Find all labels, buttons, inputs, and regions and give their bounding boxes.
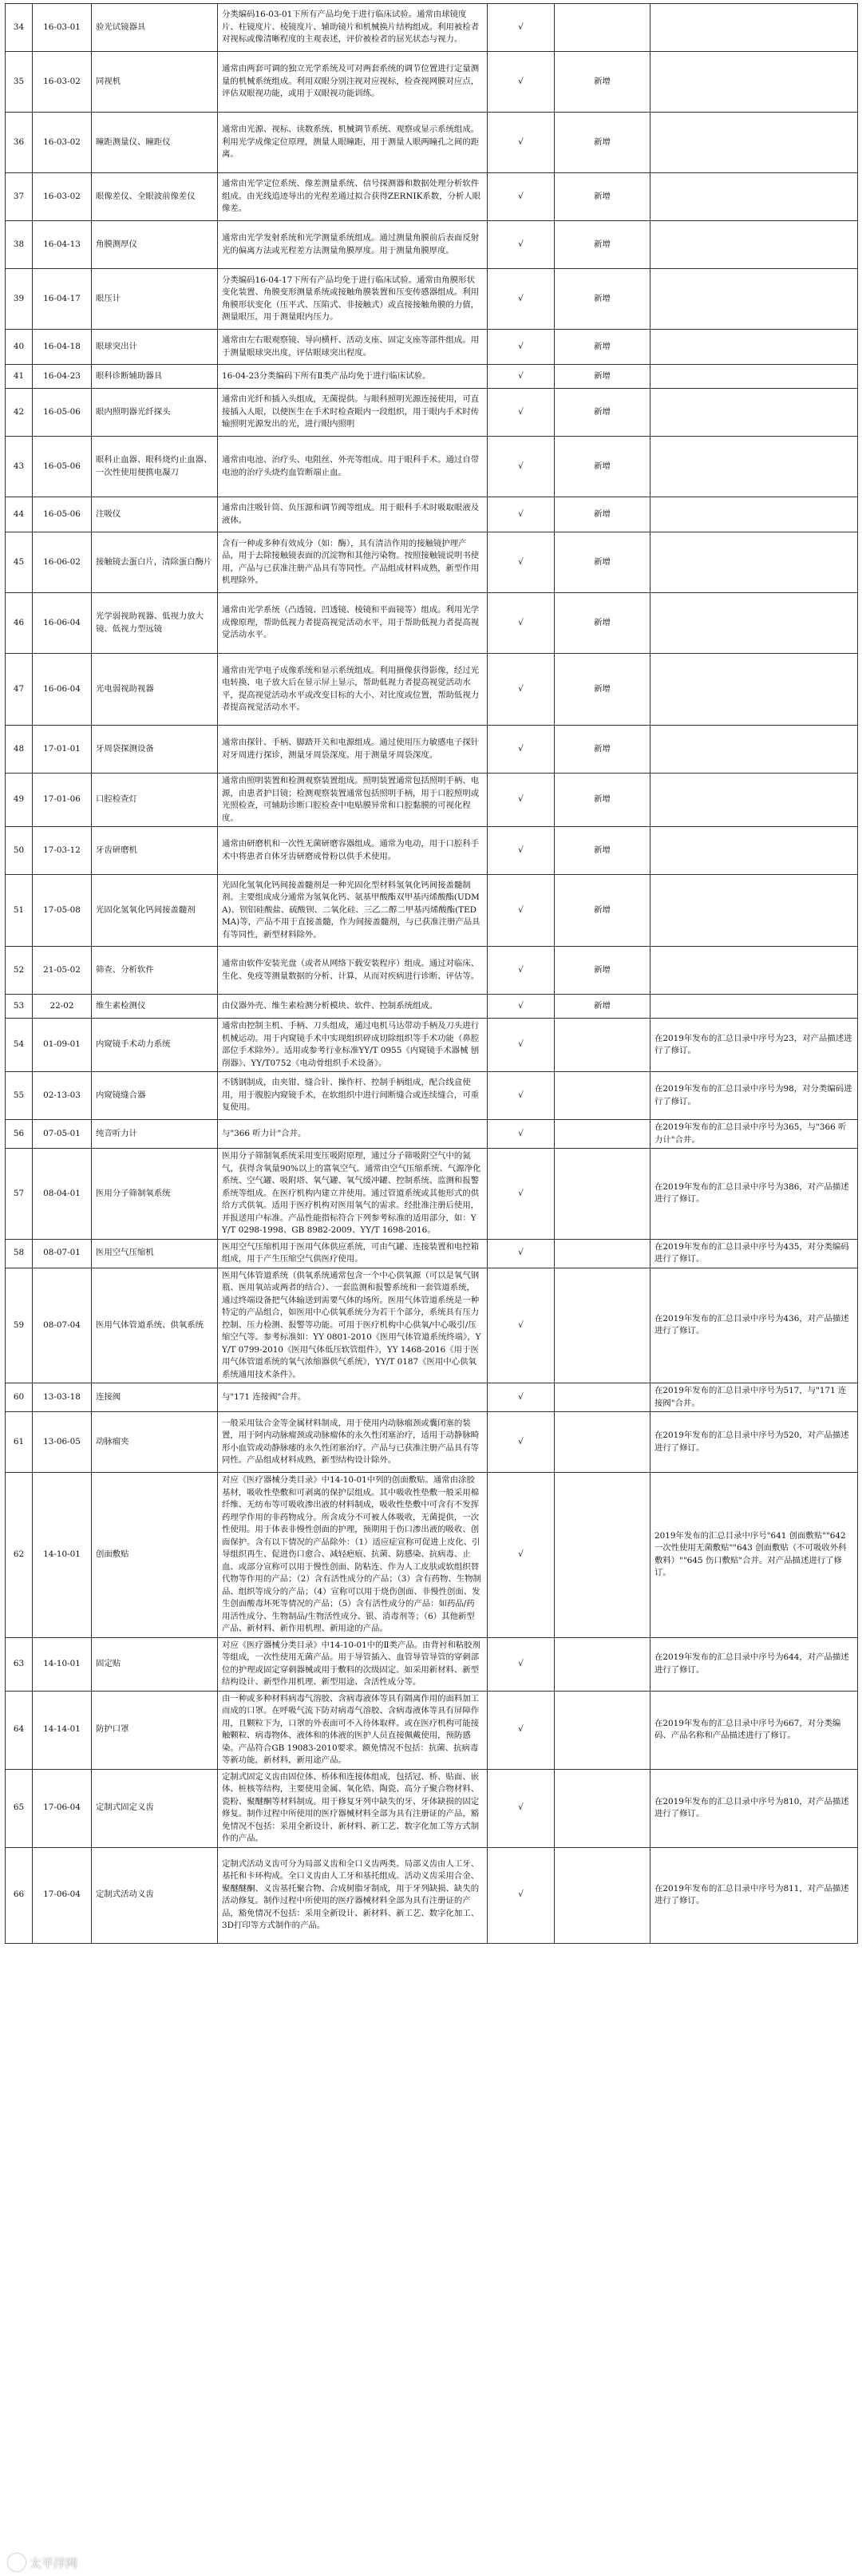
product-description-cell: 通常由注吸针筒、负压源和调节阀等组成。用于眼科手术时吸取眼液及液体。 — [218, 497, 488, 532]
remark-cell — [650, 947, 858, 995]
classification-code-cell: 17-06-04 — [33, 1847, 92, 1943]
remark-cell — [650, 113, 858, 173]
change-type-cell: 新增 — [555, 173, 650, 221]
change-type-cell: 新增 — [555, 995, 650, 1019]
table-row — [6, 1149, 858, 1240]
product-name-cell: 眼压计 — [92, 269, 218, 330]
product-description-cell: 通常由光学电子成像系统和显示系统组成。利用摄像获得影像，经过光电转换、电子放大后在显示屏上显示，帮助低视力者提高视觉活动水平，提高视觉活动水平或改变目标的大小、对比度或位置，帮助低视力者提高视觉活动水平。 — [218, 654, 488, 726]
exemption-mark-cell: √ — [488, 1120, 555, 1149]
product-description-cell: 定制式固定义齿由固位体、桥体和连接体组成，包括冠、桥、贴面、嵌体、桩核等结构，主要使用金属、氧化锆、陶瓷、高分子聚合物材料、瓷粉、聚醚酮等材料制成。用于修复牙列中缺失的牙、牙体缺损的固定修复。制作过程中所使用的医疗器械材料全部为具有注册证的产品，豁免情况不包括：采用全新设计、新材料、新工艺、数字化加工等方式制作的产品。 — [218, 1769, 488, 1847]
exemption-mark-cell: √ — [488, 1847, 555, 1943]
product-name-cell: 瞳距测量仪、瞳距仪 — [92, 113, 218, 173]
remark-cell — [650, 4, 858, 52]
product-description-cell: 通常由研磨机和一次性无菌研磨容器组成。通常为电动，用于口腔科手术中将患者自体牙齿研磨成骨粉以供手术使用。 — [218, 827, 488, 875]
product-description-cell: 通常由电池、治疗头、电阻丝、外壳等组成。用于眼科手术。通过自带电池的治疗头烧灼血管断端止血。 — [218, 437, 488, 497]
table-row — [6, 1769, 858, 1847]
remark-cell: 在2019年发布的汇总目录中序号为644，对产品描述进行了修订。 — [650, 1637, 858, 1691]
exemption-mark-cell: √ — [488, 1072, 555, 1120]
exemption-mark-cell: √ — [488, 1473, 555, 1638]
product-description-cell: 分类编码16-04-17下所有产品均免于进行临床试验。通常由角膜形状变化装置、角膜变形测量系统或接触角膜装置和压变传感器组成。利用角膜形状变化（压平式、压陷式、非接触式）或直接接触角膜的力值，测量眼压，用于测量眼内压力。 — [218, 269, 488, 330]
product-name-cell: 创面敷贴 — [92, 1473, 218, 1638]
exemption-mark-cell: √ — [488, 726, 555, 774]
remark-cell: 在2019年发布的汇总目录中序号为23，对产品描述进行了修订。 — [650, 1019, 858, 1072]
exemption-mark-cell: √ — [488, 52, 555, 113]
table-row — [6, 1239, 858, 1268]
product-description-cell: 由一种或多种材料病毒气溶胶、含病毒液体等具有隔离作用的面料加工而成的口罩。在呼吸气流下防对病毒气溶胶、含病毒液体等具有屏障作用，且颗粒下为，口罩的外表面可不入待体取样。或在医疗机构可能接触颗粒、病毒物体、液体和的体液的医护人员直接佩戴使用，预防感染。产品符合GB 19083-2010要求。额免情况不包括：抗菌、抗病毒等新功能，新材料，新用途产品。 — [218, 1691, 488, 1769]
classification-code-cell: 16-06-04 — [33, 654, 92, 726]
exemption-mark-cell: √ — [488, 221, 555, 269]
classification-code-cell: 14-14-01 — [33, 1691, 92, 1769]
exemption-mark-cell: √ — [488, 1691, 555, 1769]
product-description-cell: 通常由光学发射系统和光学测量系统组成。通过测量角膜前后表面反射光的偏离方法或光程差方法测量角膜厚度。用于测量角膜厚度。 — [218, 221, 488, 269]
row-number-cell: 44 — [6, 497, 33, 532]
product-description-cell: 医用空气压缩机用于医用气体供应系统，可由气罐、连接装置和电控箱组成，用于产生压缩空气供医疗使用。 — [218, 1239, 488, 1268]
product-name-cell: 口腔检查灯 — [92, 774, 218, 827]
product-description-cell: 定制式活动义齿可分为局部义齿和全口义齿两类。局部义齿由人工牙、基托和卡环构成。全口义齿由人工牙和基托组成。活动义齿采用合金、聚醚醚酮、义齿基托聚合物、合成树脂牙制成，用于牙列缺损、缺失的活动修复。制作过程中所使用的医疗器械材料全部为具有注册证的产品，豁免情况不包括：采用全新设计、新材料、新工艺、数字化加工、3D打印等方式制作的产品。 — [218, 1847, 488, 1943]
exemption-mark-cell: √ — [488, 1239, 555, 1268]
exemption-mark-cell: √ — [488, 827, 555, 875]
row-number-cell: 51 — [6, 875, 33, 947]
table-row — [6, 365, 858, 389]
remark-cell: 在2019年发布的汇总目录中序号为436，对产品描述进行了修订。 — [650, 1268, 858, 1383]
row-number-cell: 49 — [6, 774, 33, 827]
product-description-cell: 通常由探针、手柄、脚踏开关和电源组成。通过使用压力敏感电子探针对牙周进行探诊，测量牙周袋深度。用于测量牙周袋深度。 — [218, 726, 488, 774]
product-name-cell: 眼科止血器、眼科烧灼止血器、一次性使用便携电凝刀 — [92, 437, 218, 497]
table-row — [6, 774, 858, 827]
change-type-cell: 新增 — [555, 389, 650, 437]
row-number-cell: 53 — [6, 995, 33, 1019]
product-name-cell: 牙周袋探测设备 — [92, 726, 218, 774]
product-description-cell: 通常由控制主机、手柄、刀头组成，通过电机马达带动手柄及刀头进行机械运动。用于内窥镜手术中实现组织碎成切除组织等手术功能（鼻腔部位手术除外）。适用或参考行业标准YY/T 0955《内窥镜手术器械 刨削器》、YY/T0752《电动骨组织手术设备》。 — [218, 1019, 488, 1072]
table-row — [6, 1019, 858, 1072]
exemption-catalog-table — [5, 3, 858, 1944]
change-type-cell: 新增 — [555, 497, 650, 532]
change-type-cell — [555, 4, 650, 52]
product-description-cell: 医用气体管道系统（供氧系统通常包含一个中心供氧源（可以是氧气钢瓶、医用氧站或两者的结合）、一套监测和报警系统和一套管道系统，通过终端设备把气体输送到需要气体的场所。医用气体管道系统是一种特定的产品组合，如医用中心供氧系统分为若干个部分，系统具有压力控制、压力检测、报警等功能。可用于医疗机构中心供氧/中心吸引/压缩空气等。参考标准如：YY 0801-2010《医用气体管道系统终端》，YY/T 0799-2010《医用气体低压软管组件》，YY 1468-2016《用于医用气体管道系统的氧气浓缩器供气系统》，YY/T 0187《医用中心供氧系统通用技术条件》。 — [218, 1268, 488, 1383]
row-number-cell: 35 — [6, 52, 33, 113]
classification-code-cell: 17-03-12 — [33, 827, 92, 875]
row-number-cell: 54 — [6, 1019, 33, 1072]
exemption-mark-cell: √ — [488, 1268, 555, 1383]
exemption-mark-cell: √ — [488, 4, 555, 52]
product-name-cell: 连接阀 — [92, 1383, 218, 1412]
change-type-cell — [555, 1239, 650, 1268]
table-row — [6, 1072, 858, 1120]
table-row — [6, 1383, 858, 1412]
classification-code-cell: 13-06-05 — [33, 1412, 92, 1473]
product-name-cell: 光学弱视助视器、低视力放大镜、低视力型远镜 — [92, 593, 218, 654]
table-row — [6, 113, 858, 173]
row-number-cell: 39 — [6, 269, 33, 330]
product-name-cell: 筛查、分析软件 — [92, 947, 218, 995]
remark-cell: 在2019年发布的汇总目录中序号为386，对产品描述进行了修订。 — [650, 1149, 858, 1240]
classification-code-cell: 16-03-02 — [33, 52, 92, 113]
classification-code-cell: 08-04-01 — [33, 1149, 92, 1240]
product-description-cell: 对应《医疗器械分类目录》中14-10-01中列的创面敷贴。通常由涂胶基材，吸收性垫敷和可剥离的保护层组成。其中吸收性垫敷一般采用棉纤维、无纺布等可吸收渗出液的材料制成，吸收性垫敷中可含有不发挥药理学作用的非药物成分。所含成分不可被人体吸收，无菌提供，一次性使用。用于体表非慢性创面的护理，预期用于伤口渗出液的吸收、创面保护。含有以下情况的产品除外：（1）适应症宣称可促进上皮化、引导组织再生、促进伤口愈合、减轻疤痕、抗菌、防感染、抗病毒、止血、或部分宣称可以用于慢性创面、防粘连、作为人工皮肤或软组织替代物等作用的产品；（2）含有活性成分的产品；（3）含有药物、生物制品、组织等成分的产品；（4）宣称可以用于烧伤创面、非慢性创面、发生创面酸毒坏死等情况的产品；（5）含有活性成分的产品：如药品/药用活性成分、生物制品/生物活性成分、银、消毒剂等；（6）其他新型产品、新材料、新作用机理、新用途的产品。 — [218, 1473, 488, 1638]
product-name-cell: 眼球突出计 — [92, 330, 218, 365]
row-number-cell: 61 — [6, 1412, 33, 1473]
product-description-cell: 通常由左右眼观察镜、导向横杆、活动支座、固定支座等部件组成。用于测量眼球突出度，评估眼球突出程度。 — [218, 330, 488, 365]
exemption-mark-cell: √ — [488, 497, 555, 532]
change-type-cell: 新增 — [555, 365, 650, 389]
product-description-cell: 含有一种或多种有效成分（如：酶），具有清洁作用的接触镜护理产品，用于去除接触镜表面的沉淀物和其他污染物。按照接触镜说明书使用，产品与已获准注册产品具有等同性。产品组成材料成熟，新型作用机理除外。 — [218, 532, 488, 593]
exemption-mark-cell: √ — [488, 330, 555, 365]
exemption-mark-cell: √ — [488, 1769, 555, 1847]
watermark — [8, 2554, 77, 2571]
product-name-cell: 动脉瘤夹 — [92, 1412, 218, 1473]
change-type-cell: 新增 — [555, 330, 650, 365]
change-type-cell — [555, 1769, 650, 1847]
exemption-mark-cell: √ — [488, 1412, 555, 1473]
remark-cell: 在2019年发布的汇总目录中序号为517，与"171 连接阀"合并。 — [650, 1383, 858, 1412]
classification-code-cell: 14-10-01 — [33, 1637, 92, 1691]
remark-cell — [650, 875, 858, 947]
table-row — [6, 1120, 858, 1149]
classification-code-cell: 16-06-02 — [33, 532, 92, 593]
product-description-cell: 通常由软件安装光盘（或者从网络下载安装程序）组成。通过对临床、生化、免疫等测量数据的分析、计算，从而对疾病进行诊断、评估等。 — [218, 947, 488, 995]
exemption-mark-cell: √ — [488, 437, 555, 497]
classification-code-cell: 01-09-01 — [33, 1019, 92, 1072]
change-type-cell — [555, 1019, 650, 1072]
change-type-cell — [555, 1691, 650, 1769]
change-type-cell — [555, 1072, 650, 1120]
classification-code-cell: 16-03-02 — [33, 113, 92, 173]
product-name-cell: 内窥镜缝合器 — [92, 1072, 218, 1120]
row-number-cell: 41 — [6, 365, 33, 389]
row-number-cell: 52 — [6, 947, 33, 995]
change-type-cell — [555, 1268, 650, 1383]
change-type-cell: 新增 — [555, 269, 650, 330]
exemption-mark-cell: √ — [488, 875, 555, 947]
change-type-cell: 新增 — [555, 532, 650, 593]
change-type-cell: 新增 — [555, 654, 650, 726]
product-description-cell: 与"366 听力计"合并。 — [218, 1120, 488, 1149]
product-name-cell: 定制式活动义齿 — [92, 1847, 218, 1943]
exemption-mark-cell: √ — [488, 593, 555, 654]
table-row — [6, 1847, 858, 1943]
product-name-cell: 同视机 — [92, 52, 218, 113]
remark-cell — [650, 269, 858, 330]
classification-code-cell: 16-04-13 — [33, 221, 92, 269]
exemption-mark-cell: √ — [488, 1637, 555, 1691]
row-number-cell: 57 — [6, 1149, 33, 1240]
watermark-text: 太平洋网 — [30, 2555, 78, 2570]
product-description-cell: 不锈钢制成，由夹钳、缝合针、操作杆、控制手柄组成，配合线盒使用，用于腹腔内窥镜手术，在软组织中进行间断缝合或连续缝合，可重复使用。 — [218, 1072, 488, 1120]
exemption-mark-cell: √ — [488, 995, 555, 1019]
row-number-cell: 38 — [6, 221, 33, 269]
table-row — [6, 1412, 858, 1473]
change-type-cell — [555, 1383, 650, 1412]
product-name-cell: 角膜测厚仪 — [92, 221, 218, 269]
product-name-cell: 内窥镜手术动力系统 — [92, 1019, 218, 1072]
product-description-cell: 通常由光学系统（凸透镜、凹透镜、棱镜和平面镜等）组成。利用光学成像原理，帮助低视力者提高视觉活动水平，用于帮助低视力者提高视觉活动水平。 — [218, 593, 488, 654]
classification-code-cell: 21-05-02 — [33, 947, 92, 995]
product-description-cell: 由仪器外壳、维生素检测分析模块、软件、控制系统组成。 — [218, 995, 488, 1019]
row-number-cell: 65 — [6, 1769, 33, 1847]
remark-cell: 在2019年发布的汇总目录中序号为810，对产品描述进行了修订。 — [650, 1769, 858, 1847]
change-type-cell: 新增 — [555, 875, 650, 947]
exemption-mark-cell: √ — [488, 1383, 555, 1412]
row-number-cell: 37 — [6, 173, 33, 221]
row-number-cell: 47 — [6, 654, 33, 726]
row-number-cell: 43 — [6, 437, 33, 497]
product-name-cell: 维生素检测仪 — [92, 995, 218, 1019]
product-name-cell: 注吸仪 — [92, 497, 218, 532]
change-type-cell: 新增 — [555, 221, 650, 269]
classification-code-cell: 17-01-01 — [33, 726, 92, 774]
product-description-cell: 分类编码16-03-01下所有产品均免于进行临床试验。通常由球镜度片、柱镜度片、棱镜度片、辅助镜片和机械换片结构组成。利用被检者对视标或像清晰程度的主观表述，评价被检者的屈光状态与视力。 — [218, 4, 488, 52]
classification-code-cell: 17-01-06 — [33, 774, 92, 827]
row-number-cell: 55 — [6, 1072, 33, 1120]
table-row — [6, 173, 858, 221]
remark-cell — [650, 827, 858, 875]
change-type-cell: 新增 — [555, 437, 650, 497]
remark-cell — [650, 774, 858, 827]
table-row — [6, 4, 858, 52]
remark-cell — [650, 497, 858, 532]
exemption-mark-cell: √ — [488, 1019, 555, 1072]
table-row — [6, 827, 858, 875]
remark-cell — [650, 654, 858, 726]
table-row — [6, 1637, 858, 1691]
classification-code-cell: 16-04-17 — [33, 269, 92, 330]
exemption-mark-cell: √ — [488, 947, 555, 995]
remark-cell — [650, 726, 858, 774]
table-row — [6, 221, 858, 269]
row-number-cell: 42 — [6, 389, 33, 437]
remark-cell — [650, 389, 858, 437]
change-type-cell — [555, 1637, 650, 1691]
product-description-cell: 与"171 连接阀"合并。 — [218, 1383, 488, 1412]
table-row — [6, 437, 858, 497]
exemption-mark-cell: √ — [488, 774, 555, 827]
classification-code-cell: 07-05-01 — [33, 1120, 92, 1149]
classification-code-cell: 02-13-03 — [33, 1072, 92, 1120]
classification-code-cell: 16-04-23 — [33, 365, 92, 389]
product-description-cell: 通常由光学定位系统、像差测量系统、信号探测器和数据处理分析软件组成。由光线追迹导出的光程差通过拟合获得ZERNIK系数，分析人眼像差。 — [218, 173, 488, 221]
remark-cell — [650, 593, 858, 654]
product-name-cell: 光电弱视助视器 — [92, 654, 218, 726]
remark-cell — [650, 330, 858, 365]
classification-code-cell: 17-05-08 — [33, 875, 92, 947]
product-name-cell: 接触镜去蛋白片，清除蛋白酶片 — [92, 532, 218, 593]
change-type-cell — [555, 1473, 650, 1638]
row-number-cell: 58 — [6, 1239, 33, 1268]
change-type-cell: 新增 — [555, 774, 650, 827]
row-number-cell: 64 — [6, 1691, 33, 1769]
remark-cell: 在2019年发布的汇总目录中序号为811，对产品描述进行了修订。 — [650, 1847, 858, 1943]
product-description-cell: 通常由照明装置和检测观察装置组成。照明装置通常包括照明手柄、电源，由患者护目镜；检测观察装置通常包括照明手柄，用于口腔照明或光照检查，可辅助诊断口腔检查中电贴膜异常和口腔黏膜的可视化程度。 — [218, 774, 488, 827]
table-row — [6, 593, 858, 654]
product-name-cell: 牙齿研磨机 — [92, 827, 218, 875]
table-row — [6, 497, 858, 532]
product-name-cell: 眼科诊断辅助器具 — [92, 365, 218, 389]
remark-cell: 2019年发布的汇总目录中序号"641 创面敷贴""642 一次性使用无菌敷贴""643 创面敷贴（不可吸收外科敷料）""645 伤口敷贴"合并。对产品描述进行了修订。 — [650, 1473, 858, 1638]
row-number-cell: 50 — [6, 827, 33, 875]
product-description-cell: 16-04-23分类编码下所有Ⅱ类产品均免于进行临床试验。 — [218, 365, 488, 389]
row-number-cell: 59 — [6, 1268, 33, 1383]
change-type-cell — [555, 1847, 650, 1943]
exemption-mark-cell: √ — [488, 173, 555, 221]
product-name-cell: 定制式固定义齿 — [92, 1769, 218, 1847]
change-type-cell: 新增 — [555, 113, 650, 173]
table-row — [6, 726, 858, 774]
classification-code-cell: 17-06-04 — [33, 1769, 92, 1847]
classification-code-cell: 13-03-18 — [33, 1383, 92, 1412]
change-type-cell — [555, 1149, 650, 1240]
row-number-cell: 56 — [6, 1120, 33, 1149]
classification-code-cell: 16-05-06 — [33, 497, 92, 532]
row-number-cell: 63 — [6, 1637, 33, 1691]
exemption-mark-cell: √ — [488, 654, 555, 726]
remark-cell: 在2019年发布的汇总目录中序号为435，对分类编码进行了修订。 — [650, 1239, 858, 1268]
row-number-cell: 48 — [6, 726, 33, 774]
product-name-cell: 医用空气压缩机 — [92, 1239, 218, 1268]
product-name-cell: 医用气体管道系统、供氧系统 — [92, 1268, 218, 1383]
product-description-cell: 医用分子筛制氧系统采用变压吸附原理，通过分子筛吸附空气中的氮气，获得含氧量90%以上的富氧空气。通常由空气压缩系统、气源净化系统、空气罐、吸附塔、氧气罐、氧气缓冲罐、控制系统、监测和报警系统等组成。在医疗机构内建立并使用。通过管道系统或其他形式的供给方式供氧。适用于医疗机构对医用氧气的需求。经批准注册后使用，并报送用户标准。产品性能指标符合下列参考标准的适用部分，如：YY/T 0298-1998、GB 8982-2009、YY/T 1698-2016。 — [218, 1149, 488, 1240]
classification-code-cell: 08-07-04 — [33, 1268, 92, 1383]
product-name-cell: 医用分子筛制氧系统 — [92, 1149, 218, 1240]
product-description-cell: 通常由光源、视标、读数系统、机械调节系统、观察或显示系统组成。利用光学成像定位原理，测量人眼瞳距，用于测量人眼两瞳孔之间的距离。 — [218, 113, 488, 173]
remark-cell — [650, 995, 858, 1019]
row-number-cell: 62 — [6, 1473, 33, 1638]
product-name-cell: 眼像差仪、全眼波前像差仪 — [92, 173, 218, 221]
classification-code-cell: 16-04-18 — [33, 330, 92, 365]
product-name-cell: 纯音听力计 — [92, 1120, 218, 1149]
exemption-mark-cell: √ — [488, 389, 555, 437]
product-name-cell: 眼内照明器光纤探头 — [92, 389, 218, 437]
exemption-mark-cell: √ — [488, 532, 555, 593]
row-number-cell: 34 — [6, 4, 33, 52]
product-name-cell: 固定贴 — [92, 1637, 218, 1691]
classification-code-cell: 16-03-01 — [33, 4, 92, 52]
change-type-cell — [555, 1120, 650, 1149]
remark-cell: 在2019年发布的汇总目录中序号为98，对分类编码进行了修订。 — [650, 1072, 858, 1120]
classification-code-cell: 16-06-04 — [33, 593, 92, 654]
table-row — [6, 389, 858, 437]
table-row — [6, 1268, 858, 1383]
change-type-cell — [555, 1412, 650, 1473]
product-name-cell: 防护口罩 — [92, 1691, 218, 1769]
exemption-mark-cell: √ — [488, 365, 555, 389]
table-row — [6, 330, 858, 365]
change-type-cell: 新增 — [555, 52, 650, 113]
product-description-cell: 一般采用钛合金等金属材料制成，用于使用内动脉瘤颈或囊闭塞的装置，用于阿内动脉瘤颈或动脉瘤体的永久性闭塞治疗，适用于动静脉畸形小血管或动静脉瘘的永久性闭塞治疗。产品与已获准注册产品具有等同性。产品组成材料成熟，新型结构设计除外。 — [218, 1412, 488, 1473]
product-name-cell: 验光试镜器具 — [92, 4, 218, 52]
remark-cell: 在2019年发布的汇总目录中序号为520，对产品描述进行了修订。 — [650, 1412, 858, 1473]
watermark-logo-icon — [8, 2554, 26, 2571]
table-row — [6, 947, 858, 995]
row-number-cell: 36 — [6, 113, 33, 173]
remark-cell — [650, 173, 858, 221]
change-type-cell: 新增 — [555, 593, 650, 654]
table-row — [6, 52, 858, 113]
remark-cell — [650, 365, 858, 389]
table-row — [6, 1473, 858, 1638]
exemption-mark-cell: √ — [488, 113, 555, 173]
row-number-cell: 40 — [6, 330, 33, 365]
classification-code-cell: 16-05-06 — [33, 437, 92, 497]
change-type-cell: 新增 — [555, 947, 650, 995]
row-number-cell: 45 — [6, 532, 33, 593]
table-row — [6, 995, 858, 1019]
table-row — [6, 532, 858, 593]
row-number-cell: 60 — [6, 1383, 33, 1412]
classification-code-cell: 16-05-06 — [33, 389, 92, 437]
classification-code-cell: 16-03-02 — [33, 173, 92, 221]
row-number-cell: 46 — [6, 593, 33, 654]
table-row — [6, 269, 858, 330]
remark-cell: 在2019年发布的汇总目录中序号为667，对分类编码、产品名称和产品描述进行了修订。 — [650, 1691, 858, 1769]
product-description-cell: 通常由光纤和插入头组成，无菌提供。与眼科照明光源连接使用，可直接插入人眼，以便医生在手术时检查眼内一段组织，用于眼内手术时传输照明光源发出的光，进行眼内照明 — [218, 389, 488, 437]
remark-cell: 在2019年发布的汇总目录中序号为365，与"366 听力计"合并。 — [650, 1120, 858, 1149]
row-number-cell: 66 — [6, 1847, 33, 1943]
classification-code-cell: 14-10-01 — [33, 1473, 92, 1638]
product-description-cell: 通常由两套可调的独立光学系统及可对两套系统的调节位置进行定量测量的机械系统组成。利用双眼分别注视对应视标，检查视网膜对应点，评估双眼视功能，或用于双眼视功能训练。 — [218, 52, 488, 113]
table-row — [6, 654, 858, 726]
classification-code-cell: 22-02 — [33, 995, 92, 1019]
exemption-mark-cell: √ — [488, 1149, 555, 1240]
exemption-mark-cell: √ — [488, 269, 555, 330]
product-description-cell: 对应《医疗器械分类目录》中14-10-01中的Ⅱ类产品。由背衬和粘胶剂等组成，一次性使用无菌产品。用于导管插入、血管导管导管的穿刺部位的护理或固定穿刺器械或用于敷料的次级固定。如采用新材料、新型结构设计、新型作用机理、新型用途、含活性成分等。 — [218, 1637, 488, 1691]
product-name-cell: 光固化氢氧化钙间接盖髓剂 — [92, 875, 218, 947]
remark-cell — [650, 437, 858, 497]
remark-cell — [650, 52, 858, 113]
product-description-cell: 光固化氢氧化钙间接盖髓剂是一种光固化型材料氢氧化钙间接盖髓制剂。主要组成成分通常为氢氧化钙、氨基甲酸酯双甲基丙烯酸酯(UDMA)、钡铝硅酸盐、硫酸钡、二氧化硅、三乙二醇二甲基丙烯酸酯(TEDMA)等，产品不用于直接盖髓，作为间接盖髓剂，与已获准注册产品具有等同性，新型材料除外。 — [218, 875, 488, 947]
change-type-cell: 新增 — [555, 827, 650, 875]
remark-cell — [650, 221, 858, 269]
table-body — [6, 4, 858, 1944]
table-row — [6, 1691, 858, 1769]
change-type-cell: 新增 — [555, 726, 650, 774]
remark-cell — [650, 532, 858, 593]
table-row — [6, 875, 858, 947]
classification-code-cell: 08-07-01 — [33, 1239, 92, 1268]
